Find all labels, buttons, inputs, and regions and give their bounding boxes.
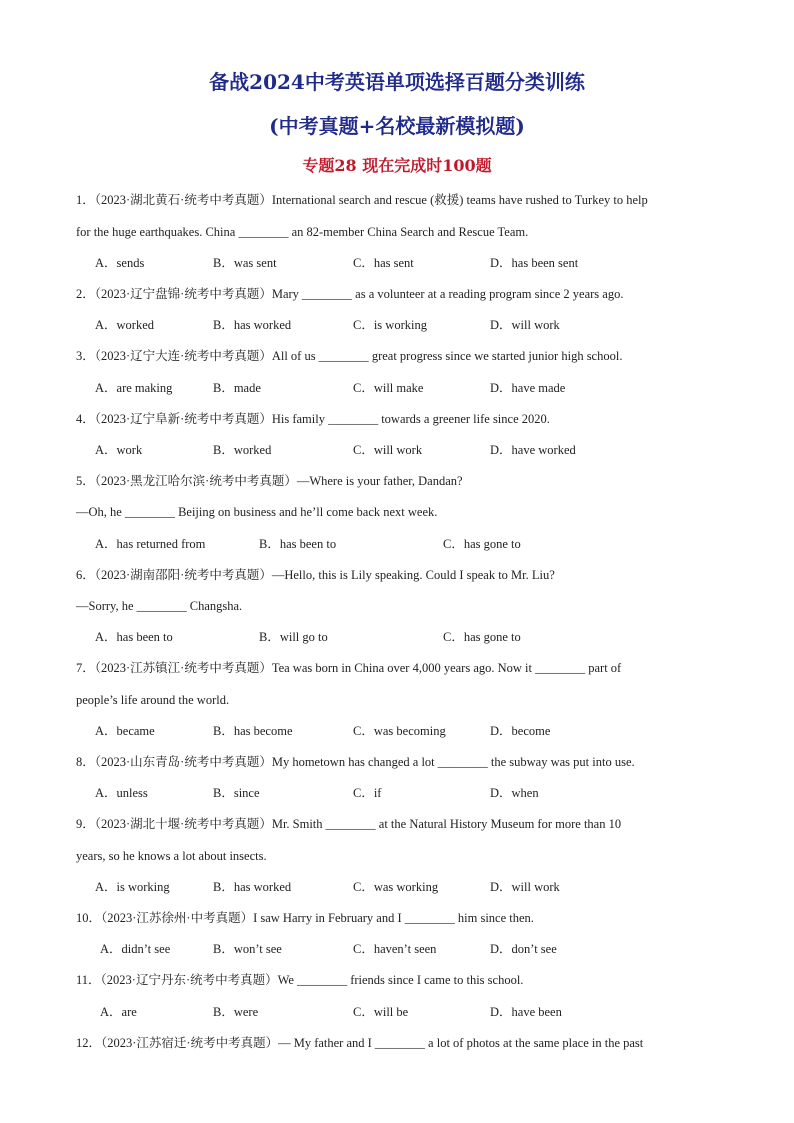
question-6-text: 6．（2023·湖南邵阳·统考中考真题）—Hello, this is Lily speaking. Could I speak to Mr. Liu? <box>76 568 555 582</box>
question-2-option-c: C．is working <box>353 318 427 332</box>
question-6-option-b: B．will go to <box>259 630 328 644</box>
topic-heading: 专题28 现在完成时100题 <box>302 156 492 175</box>
question-9-option-c: C．was working <box>353 880 439 894</box>
question-4-option-c: C．will work <box>353 443 423 457</box>
question-1-option-b: B．was sent <box>213 256 277 270</box>
question-5-option-b: B．has been to <box>259 537 337 551</box>
question-5-option-c: C．has gone to <box>443 537 521 551</box>
question-7-option-a: A．became <box>95 724 155 738</box>
question-1-option-a: A．sends <box>95 256 145 270</box>
question-10-option-a: A．didn’t see <box>100 942 171 956</box>
question-8-option-a: A．unless <box>95 786 148 800</box>
question-3-option-a: A．are making <box>95 381 173 395</box>
question-1-option-d: D．has been sent <box>490 256 579 270</box>
question-5-text-cont: —Oh, he ________ Beijing on business and he’ll come back next week. <box>76 505 438 519</box>
question-11-option-d: D．have been <box>490 1005 562 1019</box>
question-4-option-b: B．worked <box>213 443 272 457</box>
document-subtitle: (中考真题+名校最新模拟题) <box>269 114 525 138</box>
question-2-option-b: B．has worked <box>213 318 292 332</box>
question-2-option-d: D．will work <box>490 318 560 332</box>
question-1-option-c: C．has sent <box>353 256 414 270</box>
question-11-option-c: C．will be <box>353 1005 409 1019</box>
question-10-option-c: C．haven’t seen <box>353 942 437 956</box>
question-3-option-c: C．will make <box>353 381 424 395</box>
document-title: 备战2024中考英语单项选择百题分类训练 <box>209 70 585 94</box>
question-5-option-a: A．has returned from <box>95 537 206 551</box>
question-6-option-c: C．has gone to <box>443 630 521 644</box>
question-10-option-b: B．won’t see <box>213 942 282 956</box>
question-9-text-cont: years, so he knows a lot about insects. <box>76 849 267 863</box>
question-6-option-a: A．has been to <box>95 630 173 644</box>
question-12-text: 12．（2023·江苏宿迁·统考中考真题）— My father and I ________ a lot of photos at the same place in the past <box>76 1036 644 1050</box>
question-7-text-cont: people’s life around the world. <box>76 693 230 707</box>
question-4-option-d: D．have worked <box>490 443 576 457</box>
question-8-option-b: B．since <box>213 786 260 800</box>
question-3-text: 3．（2023·辽宁大连·统考中考真题）All of us ________ great progress since we started junior high school. <box>76 349 623 363</box>
question-8-option-d: D．when <box>490 786 539 800</box>
question-5-text: 5．（2023·黑龙江哈尔滨·统考中考真题）—Where is your father, Dandan? <box>76 474 463 488</box>
question-7-option-c: C．was becoming <box>353 724 446 738</box>
question-7-option-b: B．has become <box>213 724 293 738</box>
question-9-option-b: B．has worked <box>213 880 292 894</box>
question-9-option-a: A．is working <box>95 880 170 894</box>
question-11-option-a: A．are <box>100 1005 137 1019</box>
question-8-text: 8．（2023·山东青岛·统考中考真题）My hometown has changed a lot ________ the subway was put into use. <box>76 755 635 769</box>
question-2-option-a: A．worked <box>95 318 155 332</box>
question-11-option-b: B．were <box>213 1005 259 1019</box>
question-11-text: 11．（2023·辽宁丹东·统考中考真题）We ________ friends since I came to this school. <box>76 973 524 987</box>
question-1-text-cont: for the huge earthquakes. China ________ an 82-member China Search and Rescue Team. <box>76 225 529 239</box>
question-9-option-d: D．will work <box>490 880 560 894</box>
question-8-option-c: C．if <box>353 786 382 800</box>
question-3-option-d: D．have made <box>490 381 566 395</box>
question-4-text: 4．（2023·辽宁阜新·统考中考真题）His family ________ towards a greener life since 2020. <box>76 412 550 426</box>
question-7-option-d: D．become <box>490 724 551 738</box>
question-7-text: 7．（2023·江苏镇江·统考中考真题）Tea was born in China over 4,000 years ago. Now it ________ part of <box>76 661 622 675</box>
question-4-option-a: A．work <box>95 443 143 457</box>
question-10-option-d: D．don’t see <box>490 942 557 956</box>
question-2-text: 2．（2023·辽宁盘锦·统考中考真题）Mary ________ as a volunteer at a reading program since 2 years ago. <box>76 287 624 301</box>
question-3-option-b: B．made <box>213 381 261 395</box>
question-9-text: 9．（2023·湖北十堰·统考中考真题）Mr. Smith ________ at the Natural History Museum for more than 10 <box>76 817 622 831</box>
question-6-text-cont: —Sorry, he ________ Changsha. <box>76 599 243 613</box>
question-10-text: 10．（2023·江苏徐州·中考真题）I saw Harry in February and I ________ him since then. <box>76 911 534 925</box>
question-1-text: 1．（2023·湖北黄石·统考中考真题）International search and rescue (救援) teams have rushed to Turkey to help <box>76 193 648 207</box>
